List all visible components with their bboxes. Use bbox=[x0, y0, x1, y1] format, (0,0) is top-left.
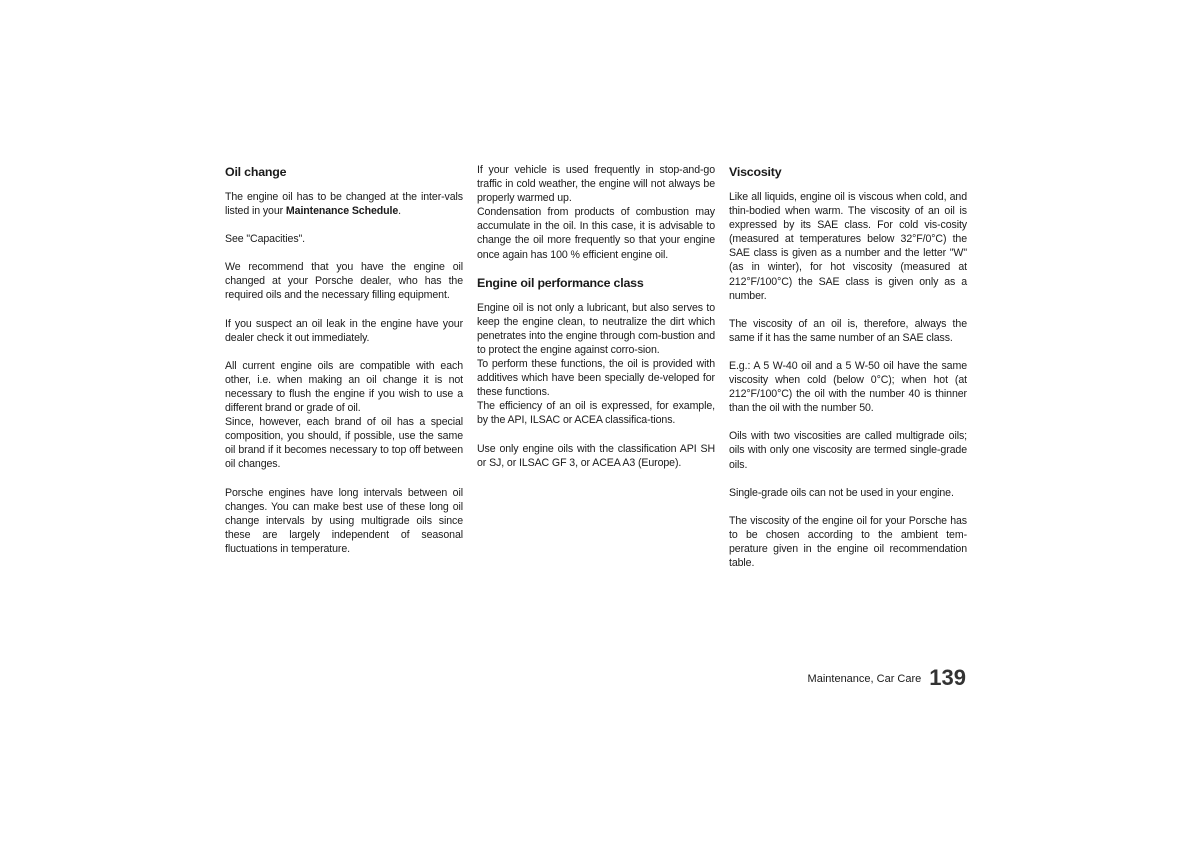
paragraph-required-classification: Use only engine oils with the classification API SH or SJ, or ILSAC GF 3, or ACEA A3 (Europe). bbox=[477, 442, 715, 469]
heading-oil-change: Oil change bbox=[225, 165, 287, 179]
column-oil-change bbox=[225, 163, 463, 570]
column-viscosity bbox=[729, 163, 967, 584]
paragraph-viscosity-definition: Like all liquids, engine oil is viscous when cold, and thin-bodied when warm. The viscosity of an oil is expressed by its SAE class. For cold vis-cosity (measured at temperatures below 32°F/0°C) the SAE class is given as a number and the letter "W" (as in winter), for hot viscosity (measured at 212°F/100°C) the SAE class is given only as a number. bbox=[729, 191, 967, 302]
paragraph-recommendation-table: The viscosity of the engine oil for your Porsche has to be chosen according to the ambient tem-perature given in the engine oil recommendation table. bbox=[729, 514, 967, 569]
paragraph-capacities: See "Capacities". bbox=[225, 233, 306, 246]
paragraph-additives: To perform these functions, the oil is provided with additives which have been specially de-veloped for these functions. bbox=[477, 358, 715, 399]
paragraph-condensation: Condensation from products of combustion may accumulate in the oil. In this case, it is advisable to change the oil more frequently so that your engine once again has 100 % efficient engine oil. bbox=[477, 206, 715, 261]
paragraph-single-grade: Single-grade oils can not be used in your engine. bbox=[729, 486, 954, 499]
paragraph-example: E.g.: A 5 W-40 oil and a 5 W-50 oil have the same viscosity when cold (below 0°C); when hot (at 212°F/100°C) the oil with the number 40 is thinner than the oil with the number 50. bbox=[729, 359, 967, 415]
paragraph-change-intervals bbox=[225, 190, 463, 218]
page-number: 139 bbox=[929, 665, 966, 690]
paragraph-same-brand: Since, however, each brand of oil has a special composition, you should, if possible, use the same oil brand if it becomes necessary to top off between oil changes. bbox=[225, 416, 463, 471]
heading-engine-oil-performance-class: Engine oil performance class bbox=[477, 275, 644, 290]
paragraph-classifications: The efficiency of an oil is expressed, for example, by the API, ILSAC or ACEA classifica-tions. bbox=[477, 400, 715, 427]
page-footer bbox=[808, 660, 966, 690]
footer-section-title: Maintenance, Car Care bbox=[807, 673, 922, 685]
paragraph-oil-leak: If you suspect an oil leak in the engine have your dealer check it out immediately. bbox=[225, 317, 463, 344]
paragraph-text: The engine oil has to be changed at the inter-vals listed in your bbox=[225, 191, 463, 218]
paragraph-long-intervals: Porsche engines have long intervals between oil changes. You can make best use of these long oil change intervals by using multigrade oils since these are largely independent of seasonal fluctuations in temperature. bbox=[225, 486, 463, 555]
heading-viscosity: Viscosity bbox=[729, 165, 782, 179]
column-performance-class bbox=[477, 163, 715, 484]
paragraph-sae-class: The viscosity of an oil is, therefore, always the same if it has the same number of an SAE class. bbox=[729, 317, 967, 344]
maintenance-schedule-emphasis: Maintenance Schedule bbox=[285, 205, 399, 218]
paragraph-text: . bbox=[398, 205, 401, 218]
paragraph-multigrade: Oils with two viscosities are called multigrade oils; oils with only one viscosity are termed single-grade oils. bbox=[729, 430, 967, 471]
paragraph-compatibility: All current engine oils are compatible with each other, i.e. when making an oil change it is not necessary to flush the engine if you wish to use a different brand or grade of oil. bbox=[225, 359, 463, 415]
paragraph-lubricant: Engine oil is not only a lubricant, but also serves to keep the engine clean, to neutralize the dirt which penetrates into the engine through com-bustion and to protect the engine against corro-sion. bbox=[477, 301, 715, 356]
paragraph-dealer-recommendation: We recommend that you have the engine oil changed at your Porsche dealer, who has the required oils and the necessary filling equipment. bbox=[225, 261, 463, 302]
paragraph-stop-and-go: If your vehicle is used frequently in stop-and-go traffic in cold weather, the engine will not always be properly warmed up. bbox=[477, 164, 715, 205]
